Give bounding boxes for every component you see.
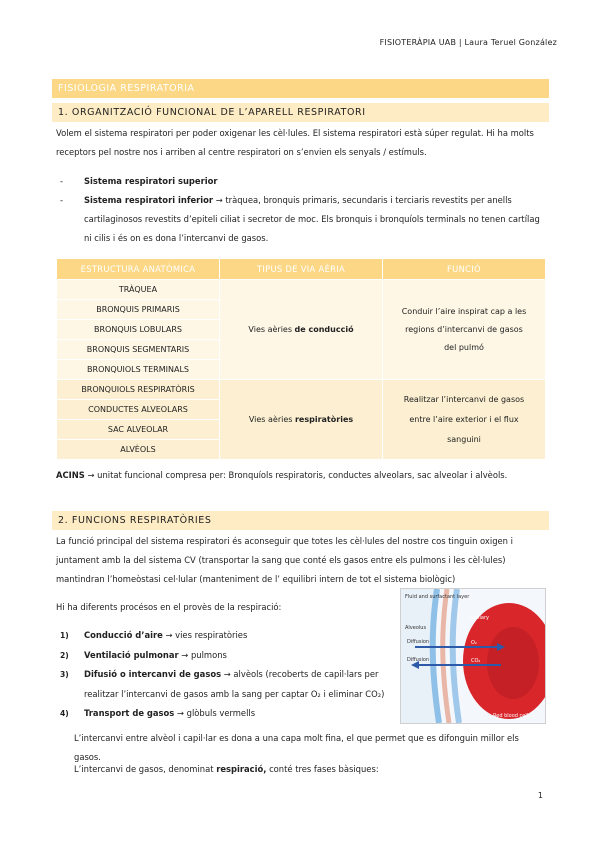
label-diffusion-co2: Diffusion (407, 657, 430, 663)
label-alveolus: Alveolus (405, 625, 427, 631)
step-text: → alvèols (recoberts de capil·lars per realitzar l’intercanvi de gasos amb la sang per captar O₂ i eliminar CO₂) (84, 669, 385, 699)
step-text: → glòbuls vermells (174, 708, 256, 718)
label-co2: CO₂ (471, 658, 481, 664)
bullet-superior (60, 172, 546, 191)
airway-type-cell (220, 280, 383, 380)
step-label: Ventilació pulmonar (84, 649, 179, 660)
bullet-dash: - (60, 195, 64, 205)
table-row (57, 380, 546, 400)
table-row (57, 280, 546, 300)
structure-cell: BRONQUIOLS TERMINALS (57, 360, 220, 380)
airway-type-bold: respiratòries (294, 415, 354, 424)
section-1-heading: 1. ORGANITZACIÓ FUNCIONAL DE L’APARELL RESPIRATORI (52, 103, 549, 122)
page-header: FISIOTERÀPIA UAB | Laura Teruel González (379, 38, 557, 47)
list-item (60, 626, 400, 646)
gas-exchange-figure (400, 588, 546, 724)
gas-exchange-diagram (401, 589, 545, 723)
structure-cell: BRONQUIS SEGMENTARIS (57, 340, 220, 360)
structure-cell: BRONQUIS LOBULARS (57, 320, 220, 340)
airway-type-prefix: Vies aèries (248, 325, 295, 334)
label-diffusion-o2: Diffusion (407, 639, 430, 645)
acins-definition (56, 466, 546, 485)
system-bullets (60, 172, 546, 248)
airway-type-prefix: Vies aèries (248, 415, 295, 424)
acins-text: → unitat funcional compresa per: Bronquíols respiratoris, conductes alveolars, sac alveolar i alvèols. (84, 470, 508, 480)
airway-type-bold: de conducció (294, 325, 354, 334)
respiration-bold: respiració, (216, 764, 267, 774)
respiration-paragraph (74, 760, 546, 779)
structure-cell: BRONQUIOLS RESPIRATÒRIS (57, 380, 220, 400)
label-o2: O₂ (471, 640, 477, 646)
column-header-structure: ESTRUCTURA ANATÒMICA (57, 259, 220, 280)
step-text: → vies respiratòries (162, 630, 248, 640)
step-number: 1) (60, 631, 69, 640)
respiration-steps (60, 626, 400, 724)
structure-cell: BRONQUIS PRIMARIS (57, 300, 220, 320)
step-number: 4) (60, 709, 69, 718)
section-1-intro: Volem el sistema respiratori per poder oxigenar les cèl·lules. El sistema respiratori està súper regulat. Hi ha molts receptors pel nostre nos i arriben al centre respiratori on s’envien els senyals / estímuls. (56, 128, 534, 157)
structure-cell: ALVÈOLS (57, 440, 220, 460)
label-capillary: Capillary (467, 615, 489, 621)
structure-cell: TRÀQUEA (57, 280, 220, 300)
processes-lead: Hi ha diferents procésos en el provès de la respiració: (56, 602, 282, 612)
structure-cell: SAC ALVEOLAR (57, 420, 220, 440)
airway-structure-table (56, 258, 546, 460)
function-cell: Conduir l’aire inspirat cap a les regions d’intercanvi de gasos del pulmó (383, 280, 546, 380)
red-blood-cell-center (487, 627, 539, 699)
bullet-inferior (60, 191, 546, 248)
function-cell: Realitzar l’intercanvi de gasos entre l’aire exterior i el flux sanguini (383, 380, 546, 460)
step-label: Conducció d’aire (84, 630, 163, 640)
bullet-label: Sistema respiratori superior (84, 176, 218, 186)
bullet-dash: - (60, 176, 64, 186)
airway-type-cell (220, 380, 383, 460)
list-item (60, 704, 400, 724)
list-item (60, 646, 400, 666)
step-number: 2) (60, 650, 69, 660)
structure-cell: CONDUCTES ALVEOLARS (57, 400, 220, 420)
table-header-row (57, 259, 546, 280)
respiration-suffix: conté tres fases bàsiques: (266, 764, 379, 774)
section-2-intro: La funció principal del sistema respiratori és aconseguir que totes les cèl·lules del nostre cos tinguin oxigen i juntament amb la del sistema CV (transportar la sang que conté els gasos entre els pulmons i les cèl·lules) mantindran l’homeòstasi cel·lular (manteniment de l’ equilibri intern de tot el sistema biològic) (56, 536, 513, 584)
page-number: 1 (537, 791, 543, 800)
acins-label: ACINS (56, 470, 85, 480)
document-title: FISIOLOGIA RESPIRATORIA (52, 79, 549, 98)
step-label: Transport de gasos (84, 708, 175, 718)
bullet-text: → tràquea, bronquis primaris, secundaris i terciaris revestits per anells cartilaginosos revestits d’epiteli ciliat i secretor de moc. Els bronquis i bronquíols terminals no tenen cartílag ni cilis i és on es dona l’intercanvi de gasos. (84, 195, 540, 243)
list-item (60, 665, 400, 704)
exchange-paragraph: L’intercanvi entre alvèol i capil·lar es dona a una capa molt fina, el que permet que es difonguin millor els gasos. (74, 733, 519, 762)
bullet-label: Sistema respiratori inferior (84, 195, 214, 205)
respiration-prefix: L’intercanvi de gasos, denominat (74, 764, 217, 774)
step-number: 3) (60, 670, 69, 679)
column-header-type: TIPUS DE VIA AÈRIA (220, 259, 383, 280)
step-label: Difusió o intercanvi de gasos (84, 669, 222, 679)
label-rbc: Red blood cell (493, 713, 529, 719)
section-2-heading: 2. FUNCIONS RESPIRATÒRIES (52, 511, 549, 530)
label-fluid: Fluid and surfactant layer (405, 594, 470, 600)
step-text: → pulmons (178, 649, 227, 660)
column-header-function: FUNCIÓ (383, 259, 546, 280)
